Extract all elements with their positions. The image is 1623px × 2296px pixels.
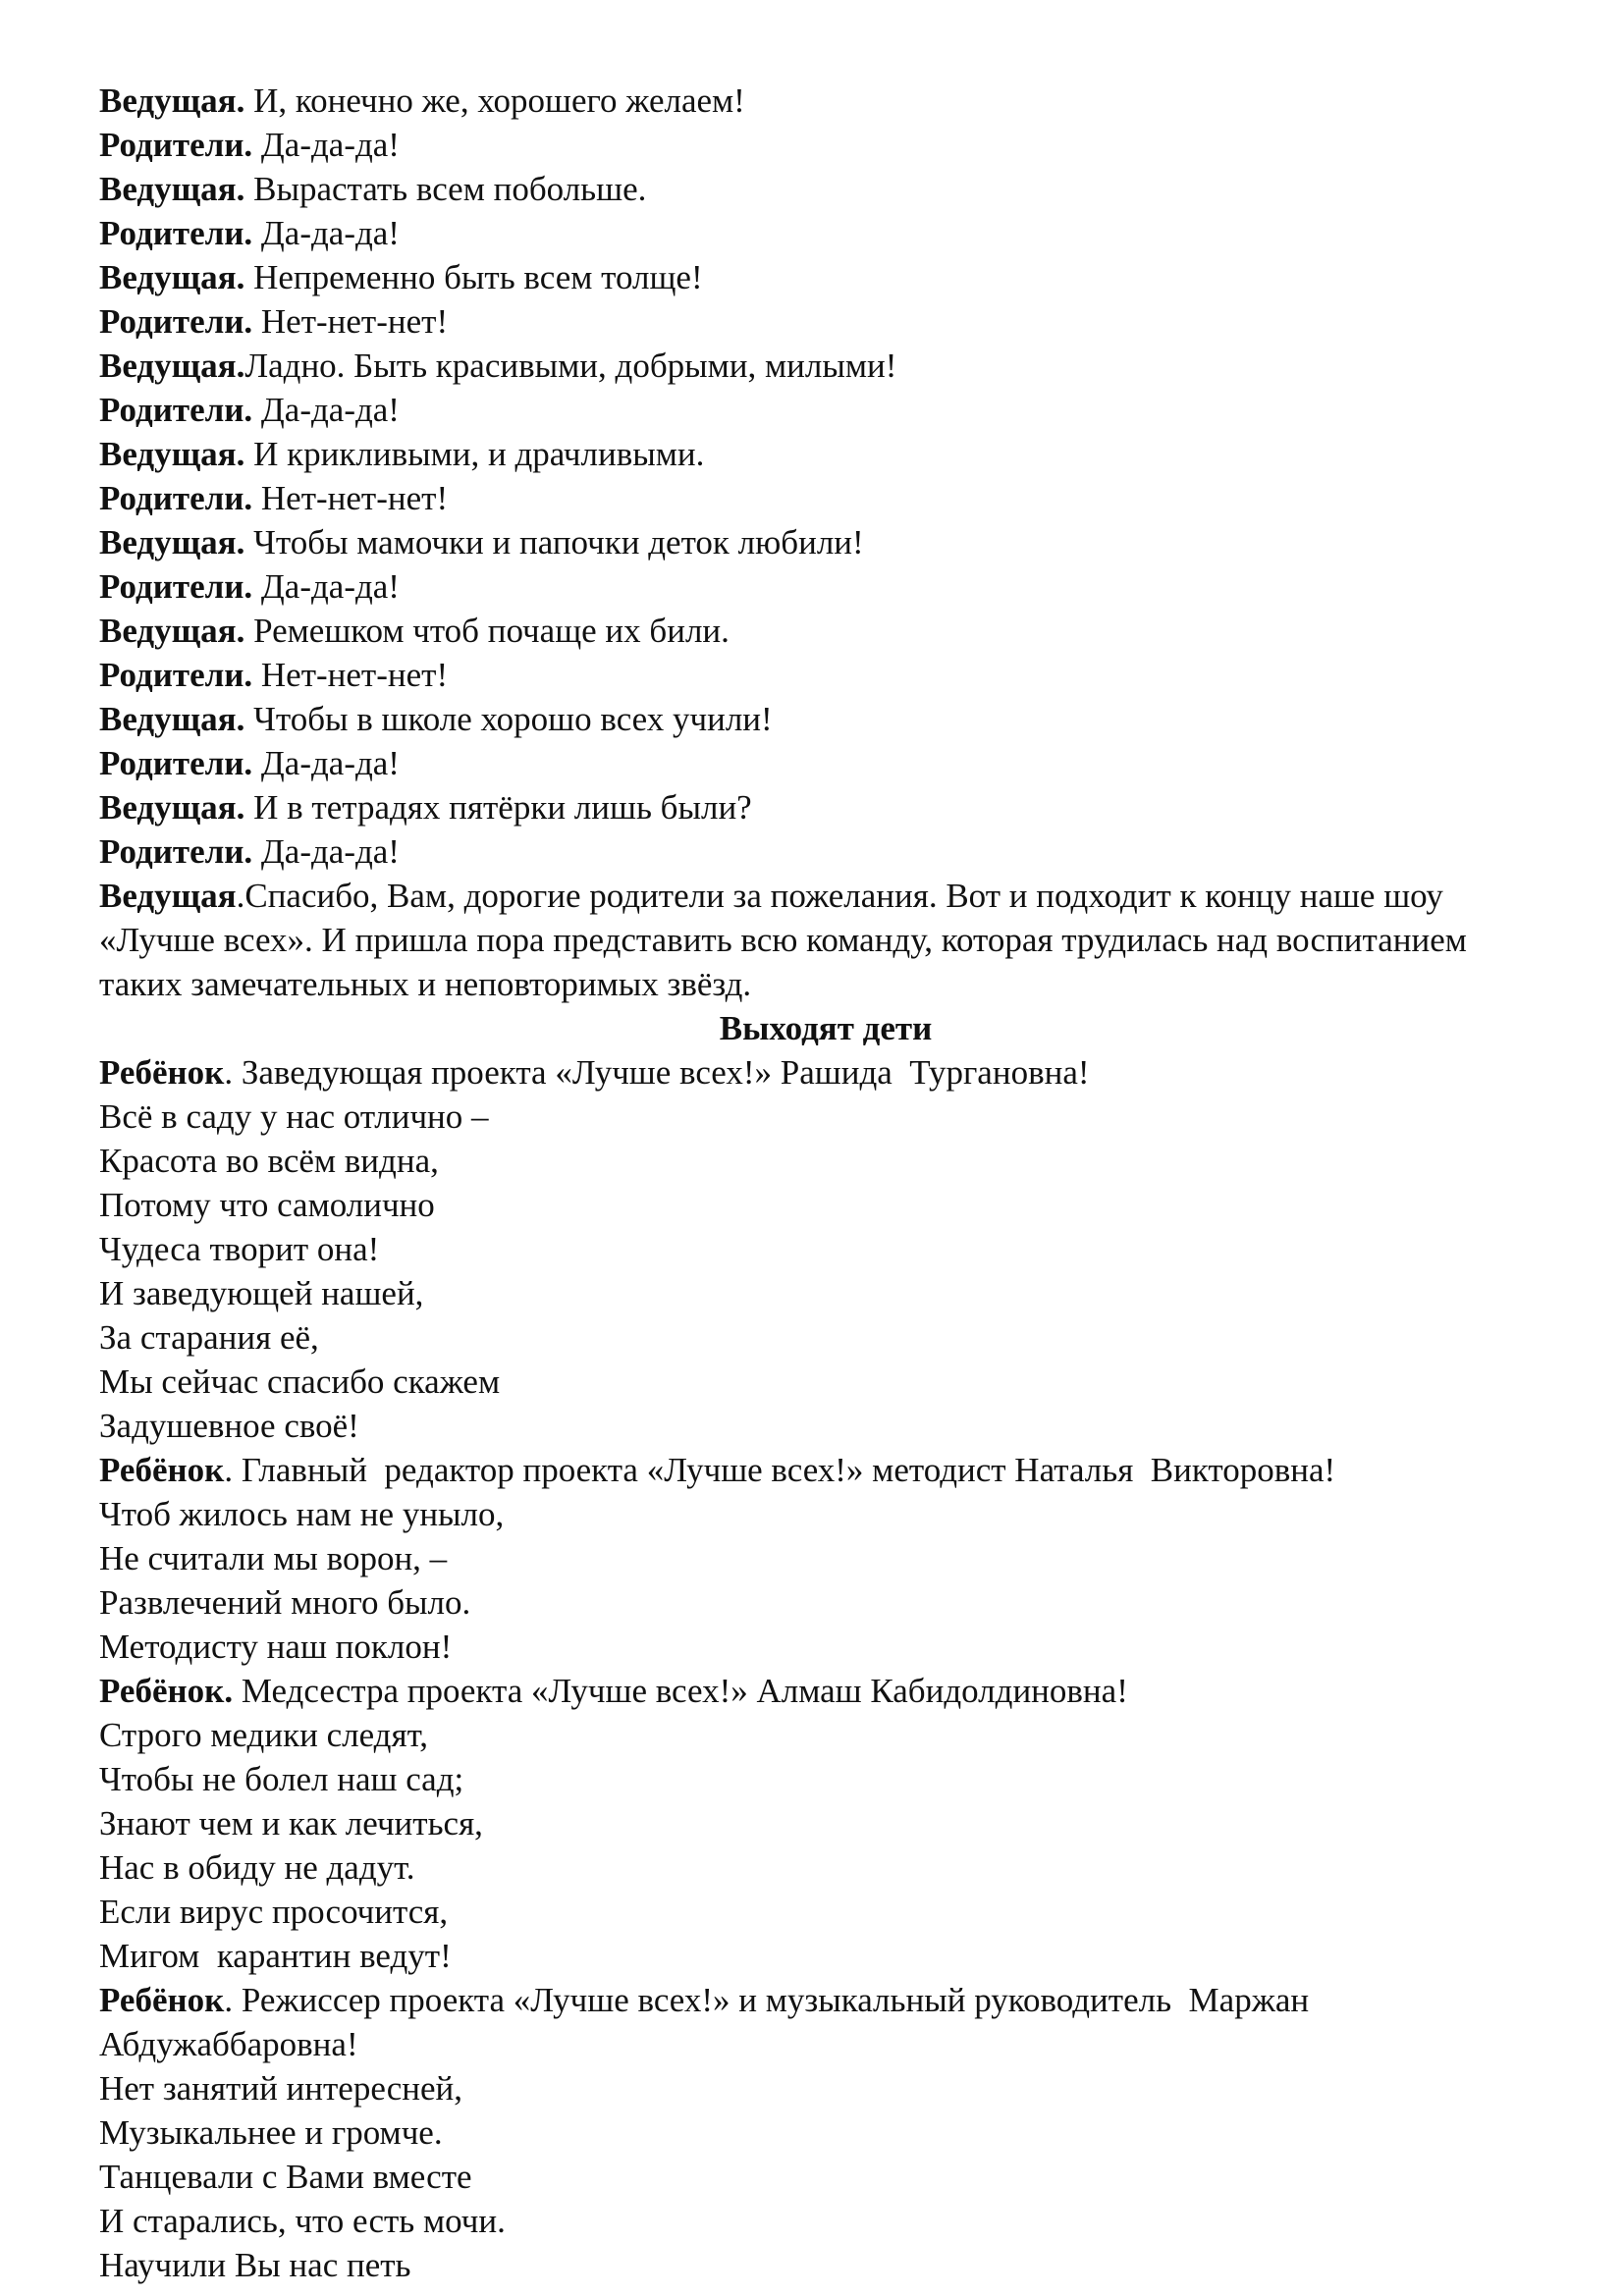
child-intro	[99, 1978, 1552, 2022]
speaker-name: Ребёнок	[99, 1451, 225, 1489]
verse-line: Потому что самолично	[99, 1186, 435, 1224]
dialogue-text: Нет-нет-нет!	[252, 479, 449, 517]
dialogue-line	[99, 520, 1552, 564]
verse-line: Строго медики следят,	[99, 1716, 428, 1754]
verse-line: Не считали мы ворон, –	[99, 1539, 448, 1577]
dialogue-text: Да-да-да!	[252, 126, 400, 164]
verse-line: Чтобы не болел наш сад;	[99, 1760, 464, 1798]
verse-line: Танцевали с Вами вместе	[99, 2158, 472, 2196]
verse-line: Знают чем и как лечиться,	[99, 1804, 483, 1842]
speaker-name: Ведущая.	[99, 347, 245, 385]
verse-line: Научили Вы нас петь	[99, 2246, 411, 2284]
dialogue-text: Да-да-да!	[252, 567, 400, 606]
speaker-name: Ведущая.	[99, 258, 245, 296]
dialogue-line	[99, 741, 1552, 785]
dialogue-block	[99, 79, 1552, 874]
child-intro	[99, 1448, 1552, 1492]
dialogue-text: Да-да-да!	[252, 744, 400, 782]
speaker-name: Родители.	[99, 302, 253, 341]
child-speech-4	[99, 1978, 1552, 2287]
speaker-name: Ведущая	[99, 877, 237, 915]
dialogue-line	[99, 167, 1552, 211]
dialogue-text: Непременно быть всем толще!	[244, 258, 703, 296]
script-text	[99, 79, 1552, 2287]
stage-direction: Выходят дети	[719, 1009, 933, 1047]
verse-line: Методисту наш поклон!	[99, 1628, 453, 1666]
speaker-name: Ребёнок	[99, 1053, 225, 1092]
verse-line: Музыкальнее и громче.	[99, 2113, 443, 2152]
verse-line: Красота во всём видна,	[99, 1142, 439, 1180]
child-speech-2	[99, 1448, 1552, 1669]
dialogue-text: Чтобы мамочки и папочки деток любили!	[244, 523, 864, 561]
child-intro	[99, 1669, 1552, 1713]
dialogue-line	[99, 564, 1552, 609]
dialogue-line	[99, 432, 1552, 476]
speaker-name: Родители.	[99, 391, 253, 429]
dialogue-text: Нет-нет-нет!	[252, 302, 449, 341]
dialogue-line	[99, 388, 1552, 432]
closing-remark-text: .Спасибо, Вам, дорогие родители за пожелания. Вот и подходит к концу наше шоу «Лучше всех». И пришла пора представить всю команду, которая трудилась над воспитанием таких замечательных и неповторимых звёзд.	[99, 877, 1467, 1003]
verse-line: Чудеса творит она!	[99, 1230, 380, 1268]
speaker-name: Родители.	[99, 214, 253, 252]
child-intro	[99, 1050, 1552, 1095]
child-intro-continued: Абдужаббаровна!	[99, 2025, 358, 2063]
verse-line: Если вирус просочится,	[99, 1893, 449, 1931]
dialogue-text: Ремешком чтоб почаще их били.	[244, 612, 730, 650]
speaker-name: Родители.	[99, 567, 253, 606]
child-intro-text: . Заведующая проекта «Лучше всех!» Рашида Тургановна!	[224, 1053, 1090, 1092]
dialogue-line	[99, 829, 1552, 874]
dialogue-text: Ладно. Быть красивыми, добрыми, милыми!	[244, 347, 897, 385]
dialogue-line	[99, 299, 1552, 344]
dialogue-text: И в тетрадях пятёрки лишь были?	[244, 788, 752, 827]
dialogue-line	[99, 255, 1552, 299]
speaker-name: Родители.	[99, 479, 253, 517]
speaker-name: Ведущая.	[99, 700, 245, 738]
closing-remark	[99, 874, 1552, 1006]
speaker-name: Родители.	[99, 126, 253, 164]
dialogue-text: И, конечно же, хорошего желаем!	[244, 81, 745, 120]
verse-line: Нас в обиду не дадут.	[99, 1848, 415, 1887]
verse-line: За старания её,	[99, 1318, 319, 1357]
dialogue-text: Нет-нет-нет!	[252, 656, 449, 694]
child-intro-text: . Режиссер проекта «Лучше всех!» и музыкальный руководитель Маржан	[224, 1981, 1310, 2019]
speaker-name: Ведущая.	[99, 523, 245, 561]
speaker-name: Родители.	[99, 744, 253, 782]
verse-line: И заведующей нашей,	[99, 1274, 424, 1312]
speaker-name: Родители.	[99, 656, 253, 694]
speaker-name: Ведущая.	[99, 788, 245, 827]
verse-line: И старались, что есть мочи.	[99, 2202, 506, 2240]
dialogue-line	[99, 609, 1552, 653]
child-intro-text: Медсестра проекта «Лучше всех!» Алмаш Кабидолдиновна!	[233, 1672, 1128, 1710]
verse-line: Мы сейчас спасибо скажем	[99, 1362, 501, 1401]
speaker-name: Ребёнок.	[99, 1672, 234, 1710]
verse-line: Всё в саду у нас отлично –	[99, 1097, 489, 1136]
child-speech-3	[99, 1669, 1552, 1978]
dialogue-text: Да-да-да!	[252, 391, 400, 429]
dialogue-line	[99, 785, 1552, 829]
dialogue-text: Да-да-да!	[252, 832, 400, 871]
dialogue-line	[99, 79, 1552, 123]
dialogue-line	[99, 697, 1552, 741]
speaker-name: Ведущая.	[99, 612, 245, 650]
dialogue-line	[99, 211, 1552, 255]
dialogue-text: Чтобы в школе хорошо всех учили!	[244, 700, 773, 738]
speaker-name: Ведущая.	[99, 435, 245, 473]
dialogue-line	[99, 344, 1552, 388]
dialogue-text: И крикливыми, и драчливыми.	[244, 435, 705, 473]
verse-line: Задушевное своё!	[99, 1407, 359, 1445]
speaker-name: Родители.	[99, 832, 253, 871]
dialogue-text: Да-да-да!	[252, 214, 400, 252]
child-speech-1	[99, 1050, 1552, 1448]
dialogue-line	[99, 123, 1552, 167]
speaker-name: Ребёнок	[99, 1981, 225, 2019]
speaker-name: Ведущая.	[99, 81, 245, 120]
dialogue-line	[99, 653, 1552, 697]
speaker-name: Ведущая.	[99, 170, 245, 208]
dialogue-line	[99, 476, 1552, 520]
verse-line: Нет занятий интересней,	[99, 2069, 463, 2108]
verse-line: Чтоб жилось нам не уныло,	[99, 1495, 505, 1533]
verse-line: Мигом карантин ведут!	[99, 1937, 452, 1975]
child-intro-text: . Главный редактор проекта «Лучше всех!» методист Наталья Викторовна!	[224, 1451, 1336, 1489]
dialogue-text: Вырастать всем побольше.	[244, 170, 647, 208]
verse-line: Развлечений много было.	[99, 1583, 471, 1622]
